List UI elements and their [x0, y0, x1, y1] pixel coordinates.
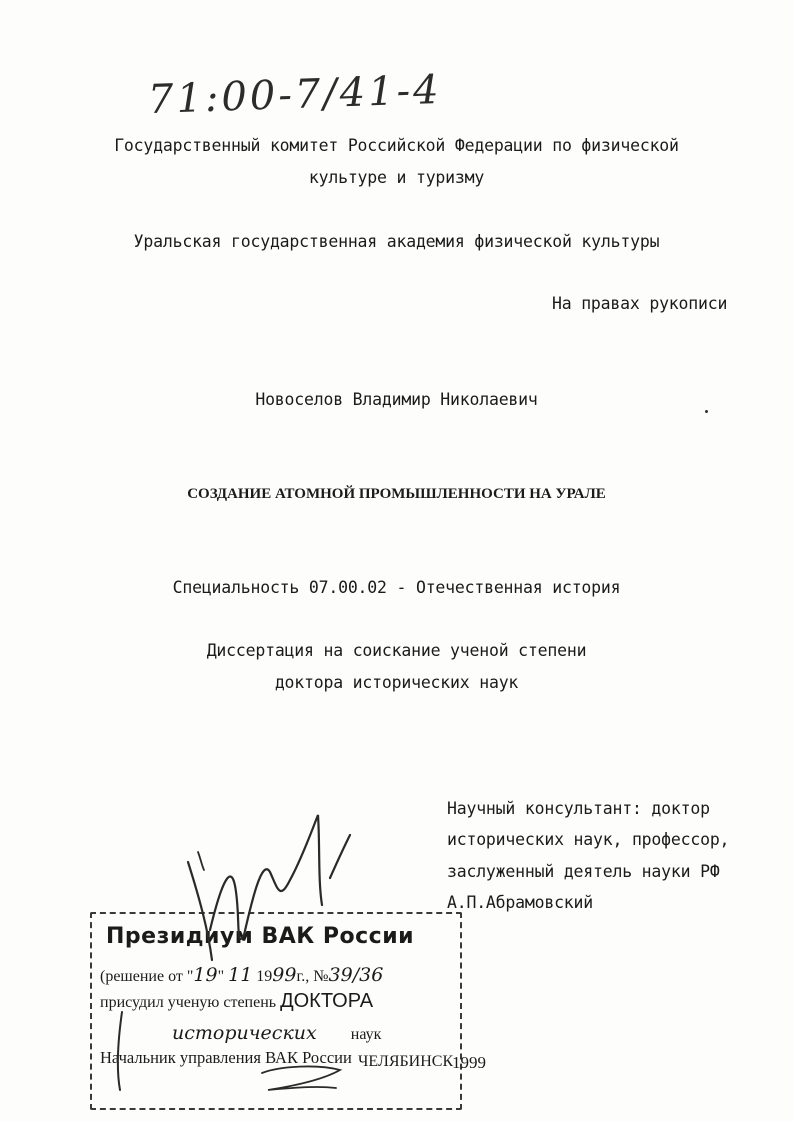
- decision-prefix: (решение от ": [100, 968, 194, 985]
- author-name: Новоселов Владимир Николаевич: [255, 390, 538, 409]
- decision-number-prefix: г., №: [296, 968, 329, 985]
- decision-number: 39: [328, 964, 353, 986]
- consultant-line-3: заслуженный деятель науки РФ: [447, 862, 720, 881]
- footer-year: 1999: [452, 1053, 486, 1072]
- decision-year: 99: [272, 964, 297, 986]
- dissertation-title: СОЗДАНИЕ АТОМНОЙ ПРОМЫШЛЕННОСТИ НА УРАЛЕ: [187, 486, 606, 502]
- decision-year-prefix: 19: [256, 968, 273, 985]
- stray-dot: [705, 410, 708, 413]
- consultant-line-4: А.П.Абрамовский: [447, 893, 594, 912]
- dissertation-line-2: доктора исторических наук: [274, 673, 519, 692]
- stamp-field-row: [172, 1022, 381, 1044]
- stamp-head-row: Начальник управления ВАК России: [100, 1048, 352, 1067]
- stamp-title: Президиум ВАК России: [106, 924, 415, 949]
- signature-tick: [198, 852, 204, 870]
- specialty: Специальность 07.00.02 - Отечественная история: [172, 578, 621, 597]
- stamp-degree-row: [100, 990, 373, 1013]
- decision-day: 19: [193, 964, 218, 986]
- awarded-prefix: присудил ученую степень: [100, 994, 277, 1011]
- vak-stamp: [90, 912, 462, 1110]
- science-suffix: наук: [350, 1026, 382, 1043]
- decision-month: 11: [228, 964, 253, 986]
- academy-name: Уральская государственная академия физической культуры: [133, 232, 660, 251]
- archive-code: 71:00-7/41-4: [147, 66, 443, 124]
- degree: ДОКТОРА: [280, 990, 374, 1012]
- stamp-decision-row: [100, 964, 383, 986]
- consultant-line-2: исторических наук, профессор,: [447, 830, 730, 849]
- decision-quote: ": [217, 968, 225, 985]
- rights-note: На правах рукописи: [552, 294, 728, 313]
- committee-line-2: культуре и туризму: [308, 168, 485, 187]
- dissertation-line-1: Диссертация на соискание ученой степени: [206, 641, 587, 660]
- footer-city: ЧЕЛЯБИНСК: [358, 1053, 454, 1070]
- decision-number-suffix: /36: [352, 964, 384, 986]
- committee-line-1: Государственный комитет Российской Федерации по физической: [114, 136, 679, 155]
- science-field: исторических: [172, 1022, 317, 1044]
- consultant-line-1: Научный консультант: доктор: [447, 799, 710, 818]
